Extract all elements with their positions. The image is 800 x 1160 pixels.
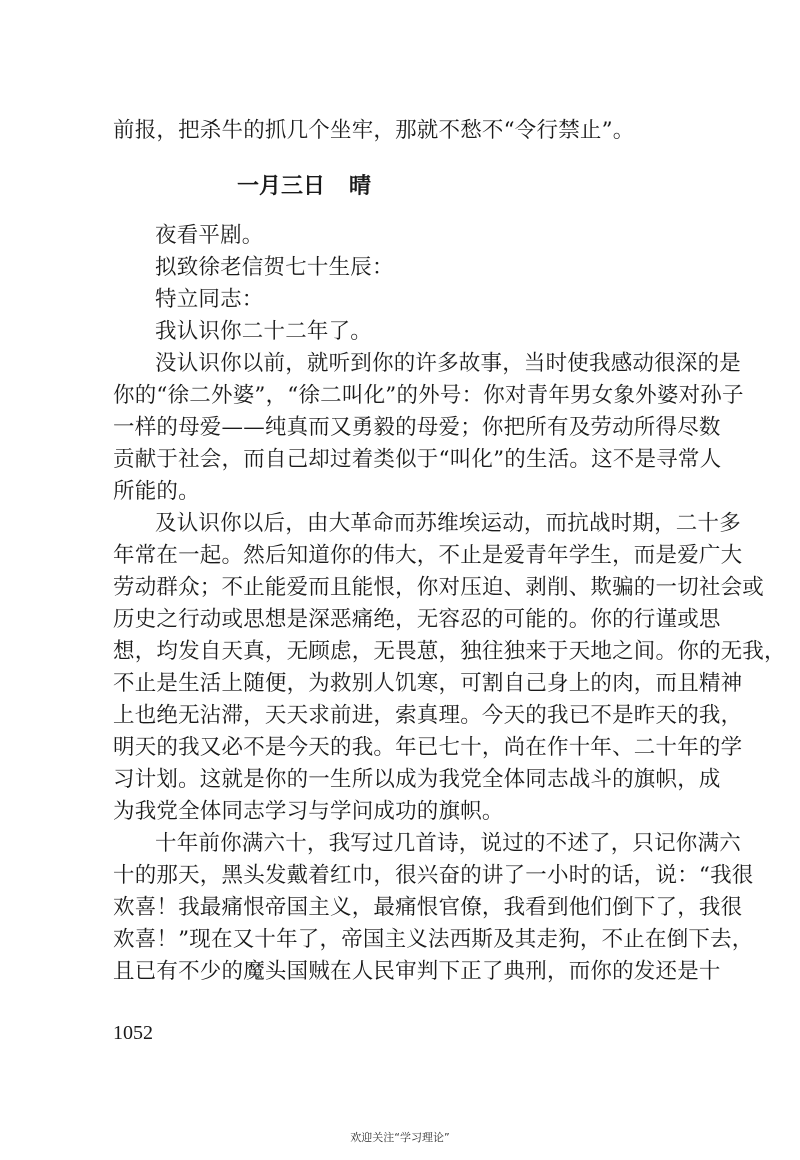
body-line: 欢喜！”现在又十年了，帝国主义法西斯及其走狗，不止在倒下去， <box>113 927 754 952</box>
body-line: 十年前你满六十，我写过几首诗，说过的不述了，只记你满六 <box>155 831 741 856</box>
body-line: 为我党全体同志学习与学问成功的旗帜。 <box>113 799 504 824</box>
body-line: 想，均发自天真，无顾虑，无畏葸，独往独来于天地之间。你的无我， <box>113 639 786 664</box>
body-line: 历史之行动或思想是深恶痛绝，无容忍的可能的。你的行谨或思 <box>113 607 721 632</box>
body-line: 拟致徐老信贺七十生辰： <box>155 255 394 280</box>
body-line: 一样的母爱——纯真而又勇毅的母爱；你把所有及劳动所得尽数 <box>113 415 721 440</box>
body-line: 不止是生活上随便，为救别人饥寒，可割自己身上的肉，而且精神 <box>113 671 743 696</box>
entry-date: 一月三日 <box>237 174 326 199</box>
body-line: 我认识你二十二年了。 <box>155 319 373 344</box>
letter-salutation: 特立同志： <box>155 287 264 312</box>
body-line: 劳动群众；不止能爱而且能恨，你对压迫、剥削、欺骗的一切社会或 <box>113 575 765 600</box>
body-line: 明天的我又必不是今天的我。年已七十，尚在作十年、二十年的学 <box>113 735 743 760</box>
body-line: 习计划。这就是你的一生所以成为我党全体同志战斗的旗帜，成 <box>113 767 721 792</box>
page-number: 1052 <box>113 1022 153 1044</box>
body-line: 你的“徐二外婆”，“徐二叫化”的外号：你对青年男女象外婆对孙子 <box>113 383 744 408</box>
diary-entry-heading <box>237 172 371 202</box>
body-line: 没认识你以前，就听到你的许多故事，当时使我感动很深的是 <box>155 351 741 376</box>
footer-note: 欢迎关注“学习理论” <box>350 1131 450 1144</box>
body-line: 年常在一起。然后知道你的伟大，不止是爱青年学生，而是爱广大 <box>113 543 743 568</box>
body-line: 十的那天，黑头发戴着红巾，很兴奋的讲了一小时的话，说：“我很 <box>113 863 754 888</box>
body-line: 及认识你以后，由大革命而苏维埃运动，而抗战时期，二十多 <box>155 511 741 536</box>
body-line: 欢喜！我最痛恨帝国主义，最痛恨官僚，我看到他们倒下了，我很 <box>113 895 743 920</box>
body-line: 前报，把杀牛的抓几个坐牢，那就不愁不“令行禁止”。 <box>113 118 635 143</box>
body-line: 贡献于社会，而自己却过着类似于“叫化”的生活。这不是寻常人 <box>113 447 722 472</box>
body-line: 上也绝无沾滞，天天求前进，索真理。今天的我已不是昨天的我， <box>113 703 743 728</box>
entry-weather: 晴 <box>349 174 372 199</box>
body-line: 夜看平剧。 <box>155 223 264 248</box>
body-line: 且已有不少的魔头国贼在人民审判下正了典刑，而你的发还是十 <box>113 959 721 984</box>
body-line: 所能的。 <box>113 479 200 504</box>
